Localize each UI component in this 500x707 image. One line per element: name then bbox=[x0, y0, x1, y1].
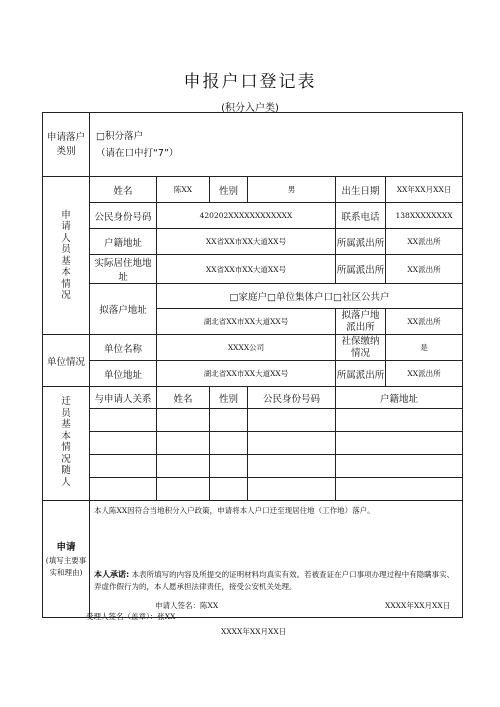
table-cell[interactable] bbox=[248, 455, 336, 478]
table-cell[interactable] bbox=[157, 455, 210, 478]
dob-label: 出生日期 bbox=[336, 177, 386, 203]
police1-value[interactable]: XX派出所 bbox=[386, 229, 463, 255]
residence-label: 实际居住地地址 bbox=[90, 255, 157, 284]
table-cell[interactable] bbox=[210, 432, 248, 455]
application-label-sub: (填写主要事实和理由) bbox=[45, 556, 87, 577]
name-value[interactable]: 陈XX bbox=[157, 177, 210, 203]
target-police-label: 拟落户地派出所 bbox=[336, 309, 386, 335]
table-cell[interactable] bbox=[157, 409, 210, 432]
category-label: 申请落户类别 bbox=[43, 113, 90, 177]
employer-section-label: 单位情况 bbox=[43, 335, 90, 387]
acc-id-header: 公民身份号码 bbox=[248, 387, 336, 409]
employer-name-label: 单位名称 bbox=[90, 335, 157, 361]
table-cell[interactable] bbox=[157, 478, 210, 501]
receiver-date[interactable]: XXXX年XX月XX日 bbox=[221, 627, 287, 636]
police2-value[interactable]: XX派出所 bbox=[386, 255, 463, 284]
dob-value[interactable]: XX年XX月XX日 bbox=[386, 177, 463, 203]
applicant-row-hukou bbox=[43, 229, 463, 255]
table-cell[interactable] bbox=[157, 432, 210, 455]
employer-row-name bbox=[43, 335, 463, 361]
form-subtitle: (积分入户类) bbox=[221, 103, 279, 114]
target-options[interactable]: □家庭户□单位集体户口□社区公共户 bbox=[157, 284, 463, 309]
name-label: 姓名 bbox=[90, 177, 157, 203]
table-cell[interactable] bbox=[336, 409, 463, 432]
category-hint: （请在口中打“7”） bbox=[96, 147, 179, 159]
phone-label: 联系电话 bbox=[336, 203, 386, 229]
table-cell[interactable] bbox=[336, 432, 463, 455]
police1-label: 所属派出所 bbox=[336, 229, 386, 255]
social-value[interactable]: 是 bbox=[386, 335, 463, 361]
employer-police-value[interactable]: XX派出所 bbox=[386, 361, 463, 387]
target-label: 拟落户地址 bbox=[90, 284, 157, 335]
table-cell[interactable] bbox=[90, 432, 157, 455]
employer-police-label: 所属派出所 bbox=[336, 361, 386, 387]
acc-name-header: 姓名 bbox=[157, 387, 210, 409]
table-cell[interactable] bbox=[90, 455, 157, 478]
employer-addr-label: 单位地址 bbox=[90, 361, 157, 387]
pledge-title: 本人承诺: bbox=[94, 570, 130, 579]
gender-label: 性别 bbox=[210, 177, 248, 203]
category-row bbox=[43, 113, 463, 177]
receiver-signature[interactable]: 受理人签名（盖章）：张XX bbox=[86, 612, 176, 621]
application-content bbox=[90, 501, 463, 618]
table-cell[interactable] bbox=[248, 432, 336, 455]
hukou-value[interactable]: XX省XX市XX大道XX号 bbox=[157, 229, 336, 255]
gender-value[interactable]: 男 bbox=[248, 177, 336, 203]
accompany-section-label: 迁员基本情况随人 bbox=[43, 387, 90, 501]
phone-value[interactable]: 138XXXXXXXX bbox=[386, 203, 463, 229]
table-cell[interactable] bbox=[336, 455, 463, 478]
applicant-section-label: 申请人员基本情况 bbox=[43, 177, 90, 335]
table-cell[interactable] bbox=[248, 409, 336, 432]
table-cell[interactable] bbox=[336, 478, 463, 501]
hukou-label: 户籍地址 bbox=[90, 229, 157, 255]
form-title: 申报户口登记表 bbox=[183, 72, 317, 92]
target-address-value[interactable]: 湖北省XX市XX大道XX号 bbox=[157, 309, 336, 335]
application-row bbox=[43, 501, 463, 618]
category-options bbox=[90, 113, 463, 177]
id-value[interactable]: 420202XXXXXXXXXXXX bbox=[157, 203, 336, 229]
id-label: 公民身份号码 bbox=[90, 203, 157, 229]
accompany-row bbox=[43, 455, 463, 478]
table-cell[interactable] bbox=[210, 409, 248, 432]
table-cell[interactable] bbox=[210, 455, 248, 478]
accompany-row bbox=[43, 432, 463, 455]
applicant-row-id bbox=[43, 203, 463, 229]
employer-addr-value[interactable]: 湖北省XX市XX大道XX号 bbox=[157, 361, 336, 387]
application-reason[interactable]: 本人陈XX因符合当地积分入户政策，申请将本人户口迁至现居住地（工作地）落户。 bbox=[94, 506, 375, 515]
accompany-row bbox=[43, 478, 463, 501]
pledge-text: 本表所填写的内容及所提交的证明材料均真实有效。若被查证在户口事项办理过程中有隐瞒事实、弄虚作假行为的，本人愿承担法律责任，接受公安机关处理。 bbox=[94, 570, 455, 591]
table-cell[interactable] bbox=[90, 478, 157, 501]
employer-name-value[interactable]: XXXX公司 bbox=[157, 335, 336, 361]
application-label-main: 申请 bbox=[56, 542, 76, 553]
social-label: 社保缴纳情况 bbox=[336, 335, 386, 361]
accompany-header-row bbox=[43, 387, 463, 409]
applicant-sign-date[interactable]: XXXX年XX月XX日 bbox=[385, 601, 451, 610]
category-checkbox[interactable]: □积分落户 bbox=[96, 130, 143, 142]
police2-label: 所属派出所 bbox=[336, 255, 386, 284]
accompany-row bbox=[43, 409, 463, 432]
table-cell[interactable] bbox=[248, 478, 336, 501]
table-cell[interactable] bbox=[210, 478, 248, 501]
pledge-block bbox=[94, 569, 458, 593]
acc-gender-header: 性别 bbox=[210, 387, 248, 409]
target-police-value[interactable]: XX派出所 bbox=[386, 309, 463, 335]
application-label bbox=[43, 501, 90, 618]
employer-row-addr bbox=[43, 361, 463, 387]
table-cell[interactable] bbox=[90, 409, 157, 432]
applicant-signature[interactable]: 申请人签名：陈XX bbox=[155, 601, 219, 610]
registration-form-table bbox=[42, 112, 463, 618]
relation-header: 与申请人关系 bbox=[90, 387, 157, 409]
acc-hukou-header: 户籍地址 bbox=[336, 387, 463, 409]
applicant-row-name bbox=[43, 177, 463, 203]
applicant-row-residence bbox=[43, 255, 463, 284]
residence-value[interactable]: XX省XX市XX大道XX号 bbox=[157, 255, 336, 284]
applicant-row-target-options bbox=[43, 284, 463, 309]
